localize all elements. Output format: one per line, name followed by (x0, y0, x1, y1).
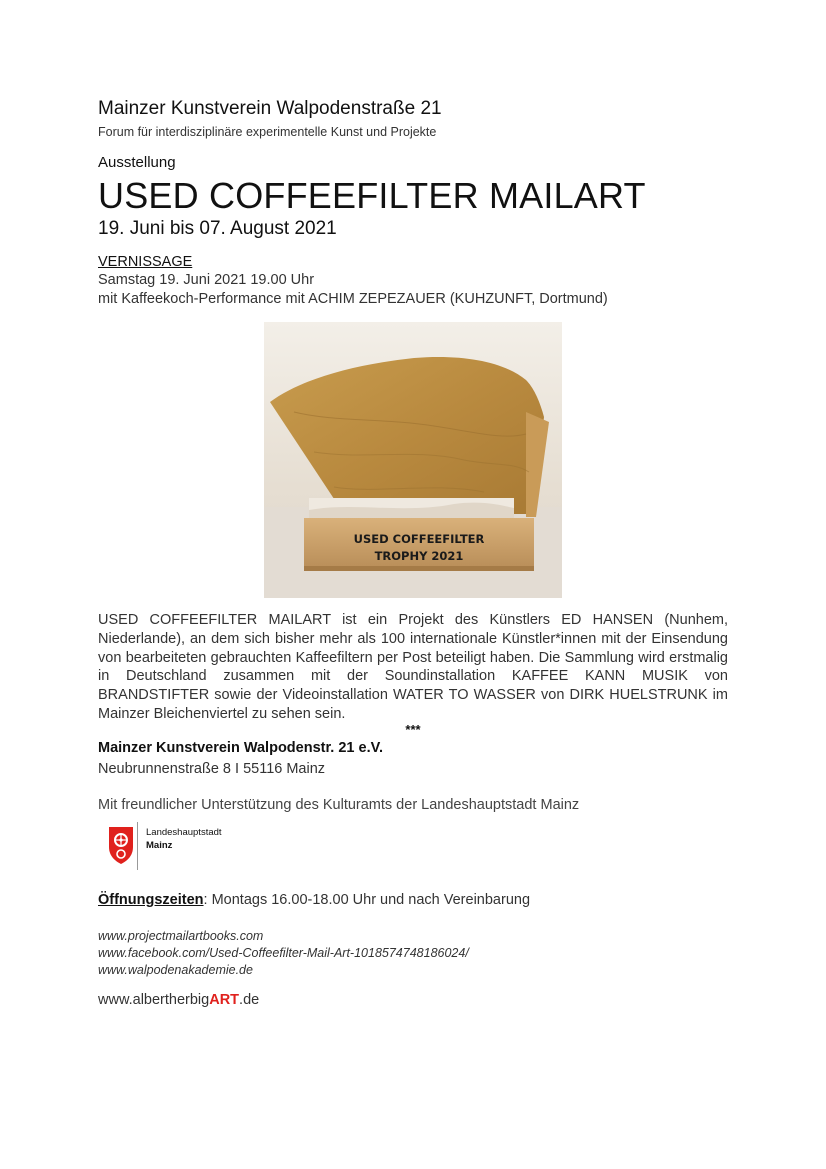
opening-hours-label: Öffnungszeiten (98, 892, 204, 908)
logo-text-line2: Mainz (146, 840, 173, 851)
link-facebook[interactable]: www.facebook.com/Used-Coffeefilter-Mail-Art-1018574748186024/ (98, 946, 469, 960)
trophy-photo (264, 322, 562, 598)
link-projectmailartbooks[interactable]: www.projectmailartbooks.com (98, 929, 264, 943)
association-name: Mainzer Kunstverein Walpodenstr. 21 e.V. (98, 740, 383, 756)
org-subtitle: Forum für interdisziplinäre experimentelle Kunst und Projekte (98, 125, 437, 139)
mainz-coat-of-arms-icon (108, 825, 134, 865)
opening-hours-text: : Montags 16.00-18.00 Uhr und nach Vereinbarung (203, 892, 531, 908)
link-walpodenakademie[interactable]: www.walpodenakademie.de (98, 963, 253, 977)
vernissage-performance: mit Kaffeekoch-Performance mit ACHIM ZEPEZAUER (KUHZUNFT, Dortmund) (98, 291, 608, 307)
vernissage-heading: VERNISSAGE (98, 254, 193, 270)
opening-hours (98, 892, 530, 908)
support-text: Mit freundlicher Unterstützung des Kulturamts der Landeshauptstadt Mainz (98, 797, 580, 813)
trophy-line-1: USED COFFEEFILTER (353, 532, 485, 546)
exhibition-dates: 19. Juni bis 07. August 2021 (98, 218, 337, 239)
website-prefix: www.albertherbig (98, 992, 210, 1008)
separator: *** (405, 722, 421, 737)
vernissage-date: Samstag 19. Juni 2021 19.00 Uhr (98, 272, 315, 288)
description-paragraph: USED COFFEEFILTER MAILART ist ein Projekt des Künstlers ED HANSEN (Nunhem, Niederlande), an dem sich bisher mehr als 100 internationale Künstler*innen mit der Einsendung von bearbeiteten gebrauchten Kaffeefiltern per Post beteiligt haben. Die Sammlung wird erstmalig in Deutschland zusammen mit der Soundinstallation KAFFEE KANN MUSIK von BRANDSTIFTER sowie der Videoinstallation WATER TO WASSER von DIRK HUELSTRUNK im Mainzer Bleichenviertel zu sehen sein. (98, 612, 728, 722)
trophy-line-2: TROPHY 2021 (374, 549, 464, 563)
website-link[interactable] (98, 992, 259, 1008)
website-suffix: .de (239, 992, 260, 1008)
logo-text-line1: Landeshauptstadt (146, 827, 222, 838)
exhibition-title: USED COFFEEFILTER MAILART (98, 175, 646, 216)
website-highlight: ART (209, 992, 240, 1008)
exhibition-label: Ausstellung (98, 154, 176, 171)
coffee-filter-trophy-image (264, 322, 562, 598)
mainz-logo (108, 822, 258, 870)
association-address: Neubrunnenstraße 8 I 55116 Mainz (98, 761, 326, 777)
org-title: Mainzer Kunstverein Walpodenstraße 21 (98, 98, 442, 119)
logo-divider (137, 822, 138, 870)
